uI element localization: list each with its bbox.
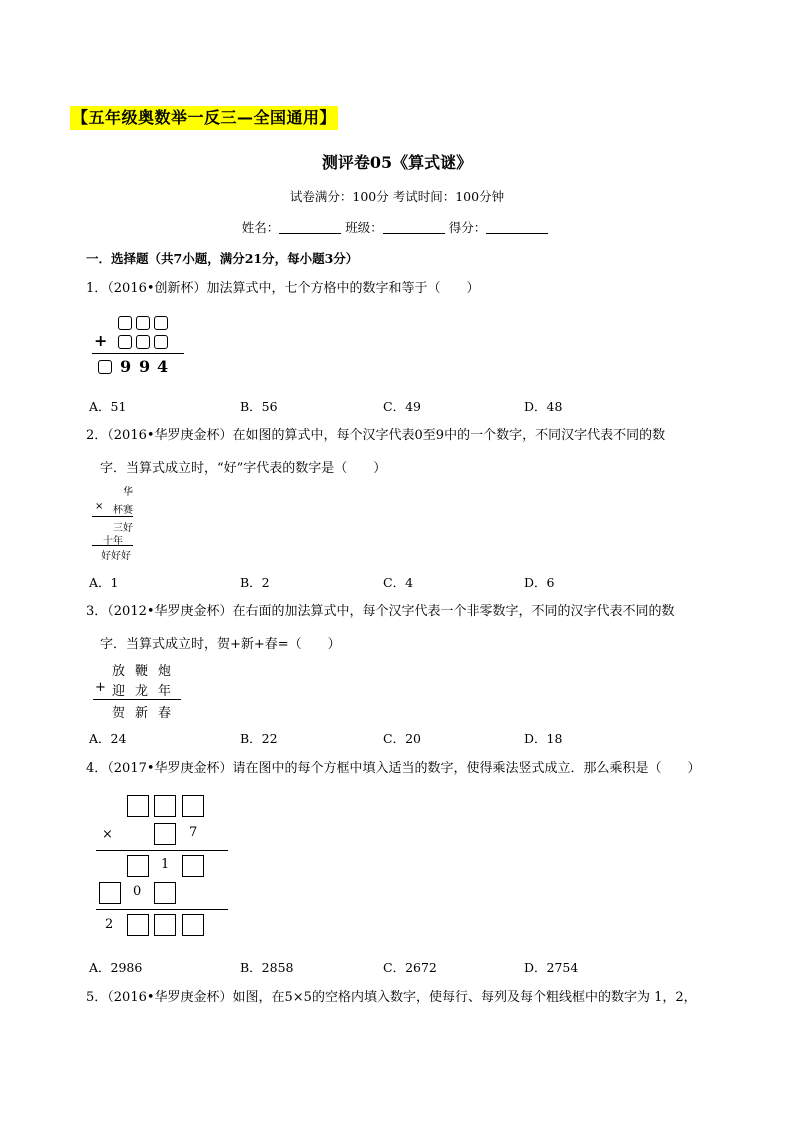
- q4-box[interactable]: [154, 914, 176, 936]
- score-label: 得分：: [448, 220, 487, 235]
- score-blank[interactable]: [486, 220, 548, 234]
- q2-row-5: 好好好: [101, 551, 131, 562]
- q4-option-c[interactable]: C．2672: [383, 960, 437, 975]
- question-3-text-cont: 字．当算式成立时，贺+新+春=（ ）: [100, 637, 341, 652]
- q1-sum-line: [92, 353, 184, 354]
- q2-line: [92, 516, 133, 517]
- q1-box[interactable]: [98, 360, 112, 374]
- question-2-text: 2．（2016•华罗庚金杯）在如图的算式中，每个汉字代表0至9中的一个数字，不同汉字代表不同的数: [86, 428, 666, 443]
- q3-char: 春: [158, 706, 172, 721]
- q4-option-b[interactable]: B．2858: [240, 960, 294, 975]
- q4-digit-1: 1: [161, 857, 170, 872]
- q4-digit-2: 2: [105, 917, 114, 932]
- student-info-line: [0, 218, 794, 236]
- q4-line: [96, 850, 228, 851]
- q3-addition-figure: [92, 660, 187, 722]
- q4-digit-0: 0: [133, 884, 142, 899]
- q4-box[interactable]: [182, 855, 204, 877]
- class-blank[interactable]: [383, 220, 445, 234]
- q3-plus-sign: +: [95, 680, 106, 695]
- q3-char: 龙: [135, 684, 149, 699]
- q4-times-sign: ×: [102, 827, 113, 842]
- q4-box[interactable]: [127, 855, 149, 877]
- q2-option-c[interactable]: C．4: [383, 575, 414, 590]
- q4-box[interactable]: [154, 882, 176, 904]
- question-5-text: 5．（2016•华罗庚金杯）如图，在5×5的空格内填入数字，使每行、每列及每个粗线框中的数字为 1，2，: [86, 990, 697, 1005]
- q3-char: 放: [112, 664, 126, 679]
- q2-multiplication-figure: [92, 482, 142, 562]
- q4-multiplication-figure: [92, 793, 232, 943]
- q1-option-a[interactable]: A．51: [89, 399, 127, 414]
- q1-result-digit: 4: [157, 357, 169, 376]
- q3-char: 鞭: [135, 664, 149, 679]
- grade-banner: 【五年级奥数举一反三—全国通用】: [70, 106, 338, 130]
- q1-option-c[interactable]: C．49: [383, 399, 421, 414]
- q4-option-d[interactable]: D．2754: [524, 960, 579, 975]
- q1-plus-sign: +: [94, 331, 108, 350]
- q1-box[interactable]: [118, 316, 132, 330]
- class-label: 班级：: [345, 220, 383, 235]
- q3-char: 贺: [112, 706, 126, 721]
- q4-option-a[interactable]: A．2986: [89, 960, 143, 975]
- q1-result-digit: 9: [120, 357, 132, 376]
- section-heading: 一．选择题（共7小题，满分21分，每小题3分）: [86, 251, 359, 266]
- q3-char: 年: [158, 684, 172, 699]
- q1-option-d[interactable]: D．48: [524, 399, 563, 414]
- q4-box[interactable]: [127, 795, 149, 817]
- q2-times-sign: ×: [95, 501, 104, 512]
- q1-addition-figure: [90, 312, 190, 382]
- q4-box[interactable]: [99, 882, 121, 904]
- question-2-text-cont: 字．当算式成立时，“好”字代表的数字是（ ）: [100, 461, 387, 476]
- q4-line: [96, 909, 228, 910]
- q3-option-c[interactable]: C．20: [383, 731, 421, 746]
- name-label: 姓名：: [241, 220, 280, 235]
- q4-box[interactable]: [182, 914, 204, 936]
- q4-box[interactable]: [127, 914, 149, 936]
- q2-row-3: 三好: [113, 523, 133, 534]
- question-1-text: 1．（2016•创新杯）加法算式中，七个方格中的数字和等于（ ）: [86, 281, 480, 296]
- q2-row-1: 华: [123, 487, 133, 498]
- exam-subtitle: 试卷满分：100分 考试时间：100分钟: [289, 189, 505, 204]
- exam-title: 测评卷05《算式谜》: [321, 153, 473, 172]
- name-blank[interactable]: [279, 220, 341, 234]
- q2-line: [92, 545, 133, 546]
- q2-option-a[interactable]: A．1: [89, 575, 119, 590]
- q4-box[interactable]: [154, 795, 176, 817]
- q4-box[interactable]: [182, 795, 204, 817]
- q1-box[interactable]: [136, 335, 150, 349]
- q3-option-d[interactable]: D．18: [524, 731, 563, 746]
- q1-option-b[interactable]: B．56: [240, 399, 278, 414]
- q3-sum-line: [93, 699, 181, 700]
- question-4-text: 4．（2017•华罗庚金杯）请在图中的每个方框中填入适当的数字，使得乘法竖式成立．那么乘积是（ ）: [86, 761, 701, 776]
- q2-row-4: 十年: [103, 536, 123, 547]
- q3-char: 迎: [112, 684, 126, 699]
- q2-option-d[interactable]: D．6: [524, 575, 555, 590]
- q4-digit-7: 7: [189, 825, 198, 840]
- q4-box[interactable]: [154, 823, 176, 845]
- q1-result-digit: 9: [139, 357, 151, 376]
- q2-option-b[interactable]: B．2: [240, 575, 270, 590]
- q3-char: 新: [135, 706, 149, 721]
- q3-char: 炮: [158, 664, 172, 679]
- q2-row-2: 杯赛: [113, 505, 133, 516]
- q1-box[interactable]: [118, 335, 132, 349]
- q1-box[interactable]: [154, 335, 168, 349]
- q3-option-a[interactable]: A．24: [89, 731, 127, 746]
- q3-option-b[interactable]: B．22: [240, 731, 278, 746]
- question-3-text: 3．（2012•华罗庚金杯）在右面的加法算式中，每个汉字代表一个非零数字，不同的汉字代表不同的数: [86, 604, 675, 619]
- q1-box[interactable]: [154, 316, 168, 330]
- q1-box[interactable]: [136, 316, 150, 330]
